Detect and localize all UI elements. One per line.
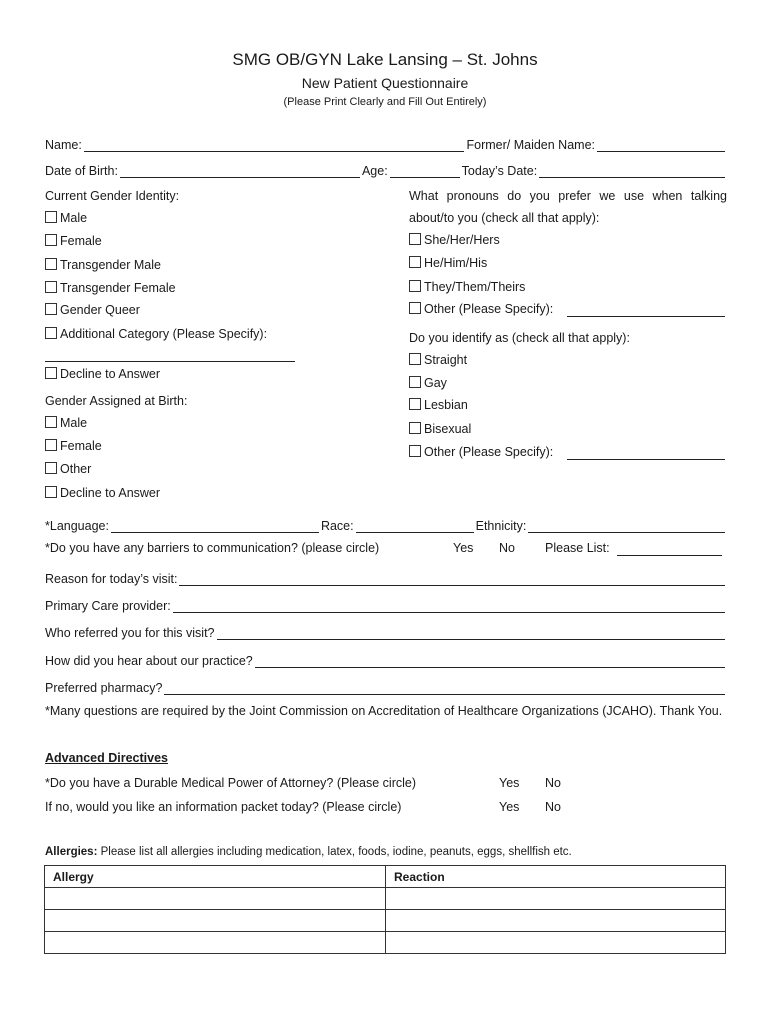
today-date-label: Today’s Date: [461, 164, 538, 178]
language-label: *Language: [45, 519, 109, 533]
form-instructions: (Please Print Clearly and Fill Out Entirely) [283, 96, 487, 108]
checkbox-icon[interactable] [409, 422, 421, 434]
pharmacy-row [45, 677, 727, 695]
table-row [45, 888, 726, 910]
barriers-yes-option[interactable]: Yes [453, 541, 474, 555]
pronoun-option[interactable]: He/Him/His [409, 256, 487, 270]
identify-option[interactable]: Bisexual [409, 422, 471, 436]
identify-option[interactable]: Lesbian [409, 398, 468, 412]
poa-yes-option[interactable]: Yes [499, 776, 520, 790]
form-title: SMG OB/GYN Lake Lansing – St. Johns [232, 50, 538, 69]
reaction-cell[interactable] [386, 932, 726, 954]
pronoun-option[interactable]: Other (Please Specify): [409, 302, 553, 316]
gender-identity-heading: Current Gender Identity: [45, 189, 180, 203]
identify-option[interactable]: Gay [409, 376, 447, 390]
allergies-instructions-text: Please list all allergies including medication, latex, foods, iodine, peanuts, eggs, shellfish etc. [97, 846, 572, 858]
barriers-list-label: Please List: [545, 541, 610, 555]
assigned-gender-heading: Gender Assigned at Birth: [45, 394, 188, 408]
barriers-list-field[interactable] [617, 555, 722, 556]
checkbox-icon[interactable] [45, 303, 57, 315]
table-row [45, 932, 726, 954]
gender-specify-field[interactable] [45, 361, 295, 362]
pharmacy-field[interactable] [164, 681, 725, 695]
checkbox-icon[interactable] [409, 233, 421, 245]
visit-reason-label: Reason for today’s visit: [45, 572, 178, 586]
identify-specify-field[interactable] [567, 459, 725, 460]
dob-label: Date of Birth: [45, 164, 118, 178]
checkbox-icon[interactable] [45, 439, 57, 451]
gender-option[interactable]: Male [45, 211, 87, 225]
checkbox-icon[interactable] [45, 462, 57, 474]
poa-no-option[interactable]: No [545, 776, 561, 790]
checkbox-icon[interactable] [409, 256, 421, 268]
checkbox-icon[interactable] [45, 258, 57, 270]
referred-label: Who referred you for this visit? [45, 626, 215, 640]
checkbox-icon[interactable] [45, 234, 57, 246]
race-field[interactable] [356, 519, 474, 533]
checkbox-icon[interactable] [409, 353, 421, 365]
advanced-directives-heading: Advanced Directives [45, 751, 168, 765]
referred-row [45, 622, 727, 640]
reason-row [45, 568, 727, 586]
identify-heading: Do you identify as (check all that apply): [409, 331, 630, 345]
maiden-name-field[interactable] [597, 138, 725, 152]
table-header-row [45, 866, 726, 888]
ethnicity-label: Ethnicity: [475, 519, 527, 533]
identify-option[interactable]: Straight [409, 353, 467, 367]
poa-question: *Do you have a Durable Medical Power of Attorney? (Please circle) [45, 776, 417, 790]
race-label: Race: [320, 519, 354, 533]
assigned-option[interactable]: Other [45, 462, 91, 476]
allergies-instructions [45, 846, 572, 858]
pronoun-option[interactable]: She/Her/Hers [409, 233, 500, 247]
assigned-option[interactable]: Decline to Answer [45, 486, 160, 500]
barriers-no-option[interactable]: No [499, 541, 515, 555]
heard-field[interactable] [255, 654, 725, 668]
packet-no-option[interactable]: No [545, 800, 561, 814]
pcp-field[interactable] [173, 599, 725, 613]
dob-field[interactable] [120, 164, 360, 178]
checkbox-icon[interactable] [45, 486, 57, 498]
reaction-column-header: Reaction [386, 866, 726, 888]
checkbox-icon[interactable] [45, 327, 57, 339]
gender-option[interactable]: Transgender Female [45, 281, 176, 295]
checkbox-icon[interactable] [45, 416, 57, 428]
form-subtitle: New Patient Questionnaire [301, 75, 469, 91]
allergies-label: Allergies: [45, 846, 98, 858]
referred-field[interactable] [217, 626, 725, 640]
packet-question: If no, would you like an information packet today? (Please circle) [45, 800, 402, 814]
checkbox-icon[interactable] [409, 302, 421, 314]
gender-option[interactable]: Additional Category (Please Specify): [45, 327, 267, 341]
age-field[interactable] [390, 164, 460, 178]
checkbox-icon[interactable] [45, 281, 57, 293]
checkbox-icon[interactable] [45, 211, 57, 223]
pronoun-option[interactable]: They/Them/Theirs [409, 280, 525, 294]
allergy-column-header: Allergy [45, 866, 386, 888]
allergy-cell[interactable] [45, 888, 386, 910]
checkbox-icon[interactable] [409, 280, 421, 292]
age-label: Age: [361, 164, 388, 178]
allergy-cell[interactable] [45, 932, 386, 954]
reaction-cell[interactable] [386, 910, 726, 932]
gender-option[interactable]: Female [45, 234, 102, 248]
allergy-table [44, 865, 726, 954]
assigned-option[interactable]: Male [45, 416, 87, 430]
barriers-question: *Do you have any barriers to communication? (please circle) [45, 541, 380, 555]
pronoun-specify-field[interactable] [567, 316, 725, 317]
assigned-option[interactable]: Female [45, 439, 102, 453]
checkbox-icon[interactable] [409, 445, 421, 457]
pharmacy-label: Preferred pharmacy? [45, 681, 163, 695]
packet-yes-option[interactable]: Yes [499, 800, 520, 814]
dob-row [45, 160, 727, 178]
gender-option[interactable]: Transgender Male [45, 258, 161, 272]
checkbox-icon[interactable] [409, 398, 421, 410]
checkbox-icon[interactable] [409, 376, 421, 388]
pronouns-heading-line2: about/to you (check all that apply): [409, 211, 600, 225]
name-label: Name: [45, 138, 82, 152]
allergy-cell[interactable] [45, 910, 386, 932]
pcp-row [45, 595, 727, 613]
visit-reason-field[interactable] [179, 572, 725, 586]
pcp-label: Primary Care provider: [45, 599, 171, 613]
name-field[interactable] [84, 138, 465, 152]
jcaho-note: *Many questions are required by the Joint Commission on Accreditation of Healthcare Organizations (JCAHO). Thank You. [45, 704, 723, 718]
heard-label: How did you hear about our practice? [45, 654, 253, 668]
reaction-cell[interactable] [386, 888, 726, 910]
demographics-row [45, 515, 727, 533]
gender-option[interactable]: Gender Queer [45, 303, 140, 317]
identify-option[interactable]: Other (Please Specify): [409, 445, 553, 459]
maiden-name-label: Former/ Maiden Name: [466, 138, 595, 152]
name-row [45, 134, 727, 152]
table-row [45, 910, 726, 932]
gender-decline-option[interactable]: Decline to Answer [45, 367, 160, 381]
today-date-field[interactable] [539, 164, 725, 178]
pronouns-heading-line1: What pronouns do you prefer we use when talking [409, 189, 727, 203]
heard-row [45, 650, 727, 668]
ethnicity-field[interactable] [528, 519, 725, 533]
language-field[interactable] [111, 519, 319, 533]
checkbox-icon[interactable] [45, 367, 57, 379]
